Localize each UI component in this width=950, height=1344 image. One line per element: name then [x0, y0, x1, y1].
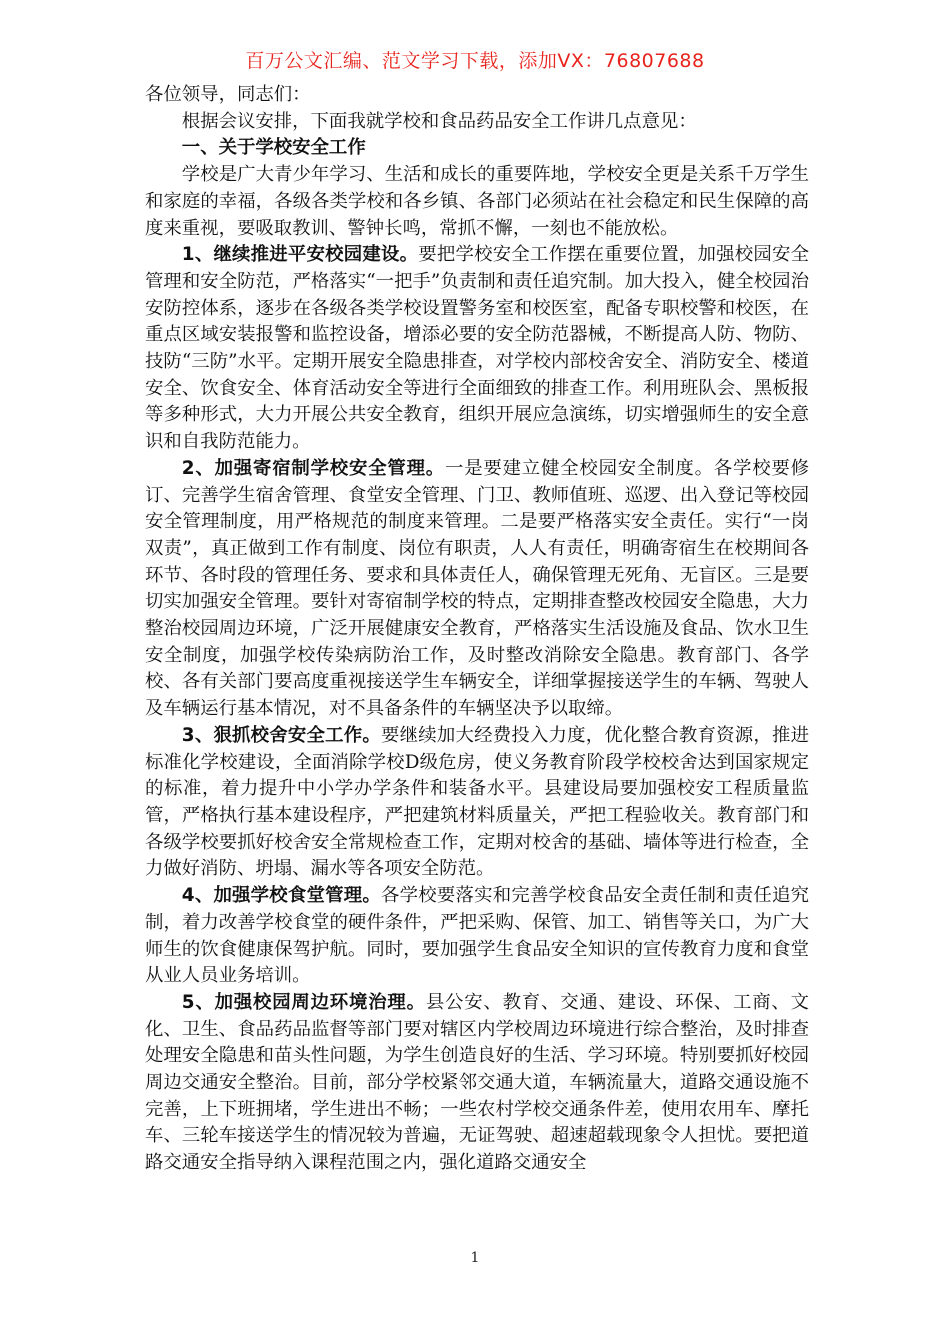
item-lead: 1、继续推进平安校园建设。: [181, 244, 419, 266]
page-number: 1: [470, 1250, 480, 1266]
section-heading: 一、关于学校安全工作: [181, 137, 366, 159]
document-body: [145, 82, 809, 1177]
item-text: 各学校要落实和完善学校食品安全责任制和责任追究制，着力改善学校食堂的硬件条件，严把采购、保管、加工、销售等关口，为广大师生的饮食健康保驾护航。同时，要加强学生食品安全知识的宣传教育力度和食堂从业人员业务培训。: [145, 885, 809, 987]
item-paragraph: [145, 242, 809, 456]
section-intro-paragraph: 学校是广大青少年学习、生活和成长的重要阵地，学校安全更是关系千万学生和家庭的幸福，各级各类学校和各乡镇、各部门必须站在社会稳定和民生保障的高度来重视，要吸取教训、警钟长鸣，常抓不懈，一刻也不能放松。: [145, 164, 809, 239]
item-paragraph: [145, 456, 809, 723]
watermark-banner: 百万公文汇编、范文学习下载，添加VX：76807688: [245, 50, 705, 72]
item-text: 要继续加大经费投入力度，优化整合教育资源，推进标准化学校建设，全面消除学校D级危房，使义务教育阶段学校校舍达到国家规定的标准，着力提升中小学办学条件和装备水平。县建设局要加强校安工程质量监管，严格执行基本建设程序，严把建筑材料质量关，严把工程验收关。教育部门和各级学校要抓好校舍安全常规检查工作，定期对校舍的基础、墙体等进行检查，全力做好消防、坍塌、漏水等各项安全防范。: [145, 724, 809, 880]
item-lead: 5、加强校园周边环境治理。: [181, 991, 426, 1013]
intro-paragraph: 根据会议安排，下面我就学校和食品药品安全工作讲几点意见：: [181, 110, 697, 132]
item-paragraph: [145, 883, 809, 990]
item-paragraph: [145, 990, 809, 1177]
item-text: 一是要建立健全校园安全制度。各学校要修订、完善学生宿舍管理、食堂安全管理、门卫、教师值班、巡逻、出入登记等校园安全管理制度，用严格规范的制度来管理。二是要严格落实安全责任。实行“一岗双责”，真正做到工作有制度、岗位有职责，人人有责任，明确寄宿生在校期间各环节、各时段的管理任务、要求和具体责任人，确保管理无死角、无盲区。三是要切实加强安全管理。要针对寄宿制学校的特点，定期排查整改校园安全隐患，大力整治校园周边环境，广泛开展健康安全教育，严格落实生活设施及食品、饮水卫生安全制度，加强学校传染病防治工作，及时整改消除安全隐患。教育部门、各学校、各有关部门要高度重视接送学生车辆安全，详细掌握接送学生的车辆、驾驶人及车辆运行基本情况，对不具备条件的车辆坚决予以取缔。: [145, 457, 809, 720]
item-paragraph: [145, 723, 809, 883]
item-text: 县公安、教育、交通、建设、环保、工商、文化、卫生、食品药品监督等部门要对辖区内学校周边环境进行综合整治，及时排查处理安全隐患和苗头性问题，为学生创造良好的生活、学习环境。特别要抓好校园周边交通安全整治。目前，部分学校紧邻交通大道，车辆流量大，道路交通设施不完善，上下班拥堵，学生进出不畅；一些农村学校交通条件差，使用农用车、摩托车、三轮车接送学生的情况较为普遍，无证驾驶、超速超载现象令人担忧。要把道路交通安全指导纳入课程范围之内，强化道路交通安全: [145, 991, 809, 1174]
greeting: 各位领导，同志们：: [145, 84, 311, 105]
item-text: 要把学校安全工作摆在重要位置，加强校园安全管理和安全防范，严格落实“一把手”负责制和责任追究制。加大投入，健全校园治安防控体系，逐步在各级各类学校设置警务室和校医室，配备专职校警和校医，在重点区域安装报警和监控设备，增添必要的安全防范器械，不断提高人防、物防、技防“三防”水平。定期开展安全隐患排查，对学校内部校舍安全、消防安全、楼道安全、饮食安全、体育活动安全等进行全面细致的排查工作。利用班队会、黑板报等多种形式，大力开展公共安全教育，组织开展应急演练，切实增强师生的安全意识和自我防范能力。: [145, 244, 809, 453]
item-lead: 4、加强学校食堂管理。: [181, 885, 381, 907]
item-lead: 3、狠抓校舍安全工作。: [181, 724, 381, 746]
item-lead: 2、加强寄宿制学校安全管理。: [181, 457, 445, 479]
